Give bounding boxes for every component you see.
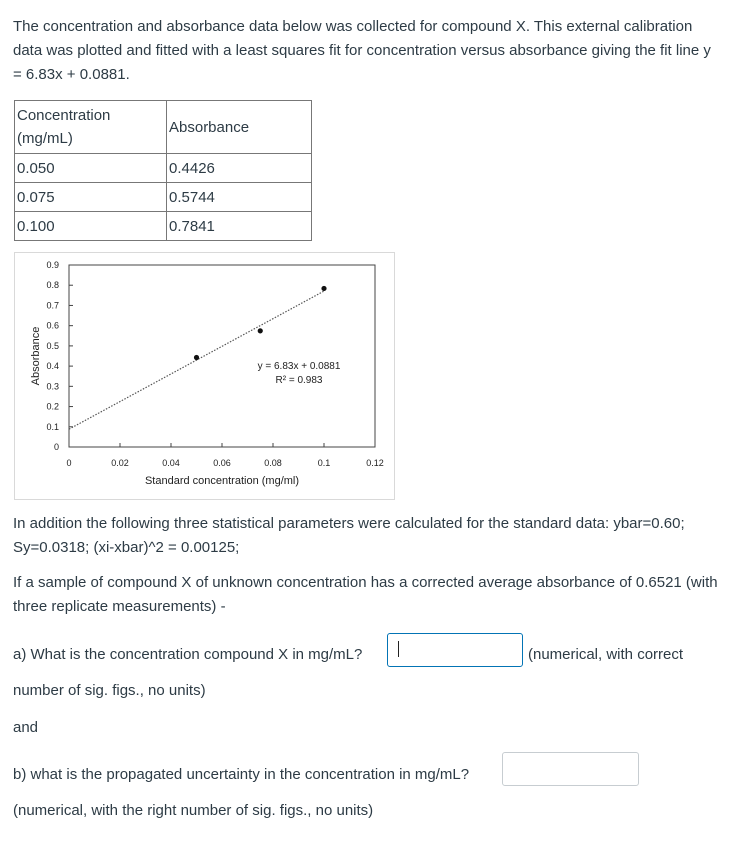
x-tick-label: 0.02 <box>111 458 129 468</box>
y-axis-title: Absorbance <box>30 326 42 386</box>
table-header-row <box>15 101 312 154</box>
hint-a-line1: (numerical, with correct <box>528 646 684 663</box>
y-tick-label: 0.9 <box>46 260 59 270</box>
plot-area-border <box>69 265 375 447</box>
y-tick-label: 0.8 <box>46 280 59 291</box>
data-point <box>258 328 263 333</box>
table-row <box>15 154 312 183</box>
answer-b-input[interactable] <box>502 752 639 786</box>
answer-a-input[interactable] <box>387 633 523 667</box>
data-point <box>321 286 326 291</box>
sample-paragraph: If a sample of compound X of unknown concentration has a corrected average absorbance of 0.6521 (with three replicate measurements) - <box>13 574 718 615</box>
calibration-table <box>14 100 312 241</box>
y-tick-label: 0.7 <box>46 300 59 311</box>
hint-b: (numerical, with the right number of sig. figs., no units) <box>13 802 374 819</box>
x-tick-label: 0.1 <box>317 458 331 468</box>
cell-absorbance: 0.7841 <box>167 212 312 241</box>
header-concentration: Concentration (mg/mL) <box>15 101 167 154</box>
cell-concentration: 0.100 <box>15 212 167 241</box>
question-a: a) What is the concentration compound X in mg/mL? <box>13 646 363 663</box>
connector-text: and <box>13 719 39 736</box>
y-tick-label: 0.5 <box>46 340 59 351</box>
data-point <box>194 355 199 360</box>
table-row <box>15 183 312 212</box>
r-squared-label: R² = 0.983 <box>275 375 323 386</box>
x-tick-label: 0.06 <box>213 458 231 468</box>
x-tick-label: 0.08 <box>264 458 282 468</box>
header-absorbance: Absorbance <box>167 101 312 154</box>
y-tick-label: 0.4 <box>46 361 59 372</box>
cell-concentration: 0.075 <box>15 183 167 212</box>
y-tick-label: 0.2 <box>46 401 59 412</box>
cell-absorbance: 0.5744 <box>167 183 312 212</box>
trendline-equation: y = 6.83x + 0.0881 <box>257 361 341 372</box>
cell-concentration: 0.050 <box>15 154 167 183</box>
intro-paragraph: The concentration and absorbance data below was collected for compound X. This external calibration data was plotted and fitted with a least squares fit for concentration versus absorbance giving the fit line y = 6.83x + 0.0881. <box>13 18 711 83</box>
question-b: b) what is the propagated uncertainty in the concentration in mg/mL? <box>13 766 470 783</box>
stats-paragraph: In addition the following three statistical parameters were calculated for the standard data: ybar=0.60; Sy=0.0318; (xi-xbar)^2 = 0.00125; <box>13 515 685 556</box>
calibration-chart <box>14 252 395 500</box>
y-tick-label: 0.3 <box>46 381 59 392</box>
chart-svg <box>15 253 394 499</box>
x-tick-label: 0.12 <box>366 458 384 468</box>
x-tick-label: 0.04 <box>162 458 180 468</box>
y-tick-label: 0.1 <box>46 421 59 432</box>
cell-absorbance: 0.4426 <box>167 154 312 183</box>
y-tick-label: 0.6 <box>46 320 59 331</box>
hint-a-line2: number of sig. figs., no units) <box>13 682 206 699</box>
text-cursor <box>398 641 399 657</box>
x-tick-label: 0 <box>66 458 72 468</box>
x-axis-title: Standard concentration (mg/ml) <box>144 475 300 487</box>
y-tick-label: 0 <box>53 442 59 452</box>
table-row <box>15 212 312 241</box>
